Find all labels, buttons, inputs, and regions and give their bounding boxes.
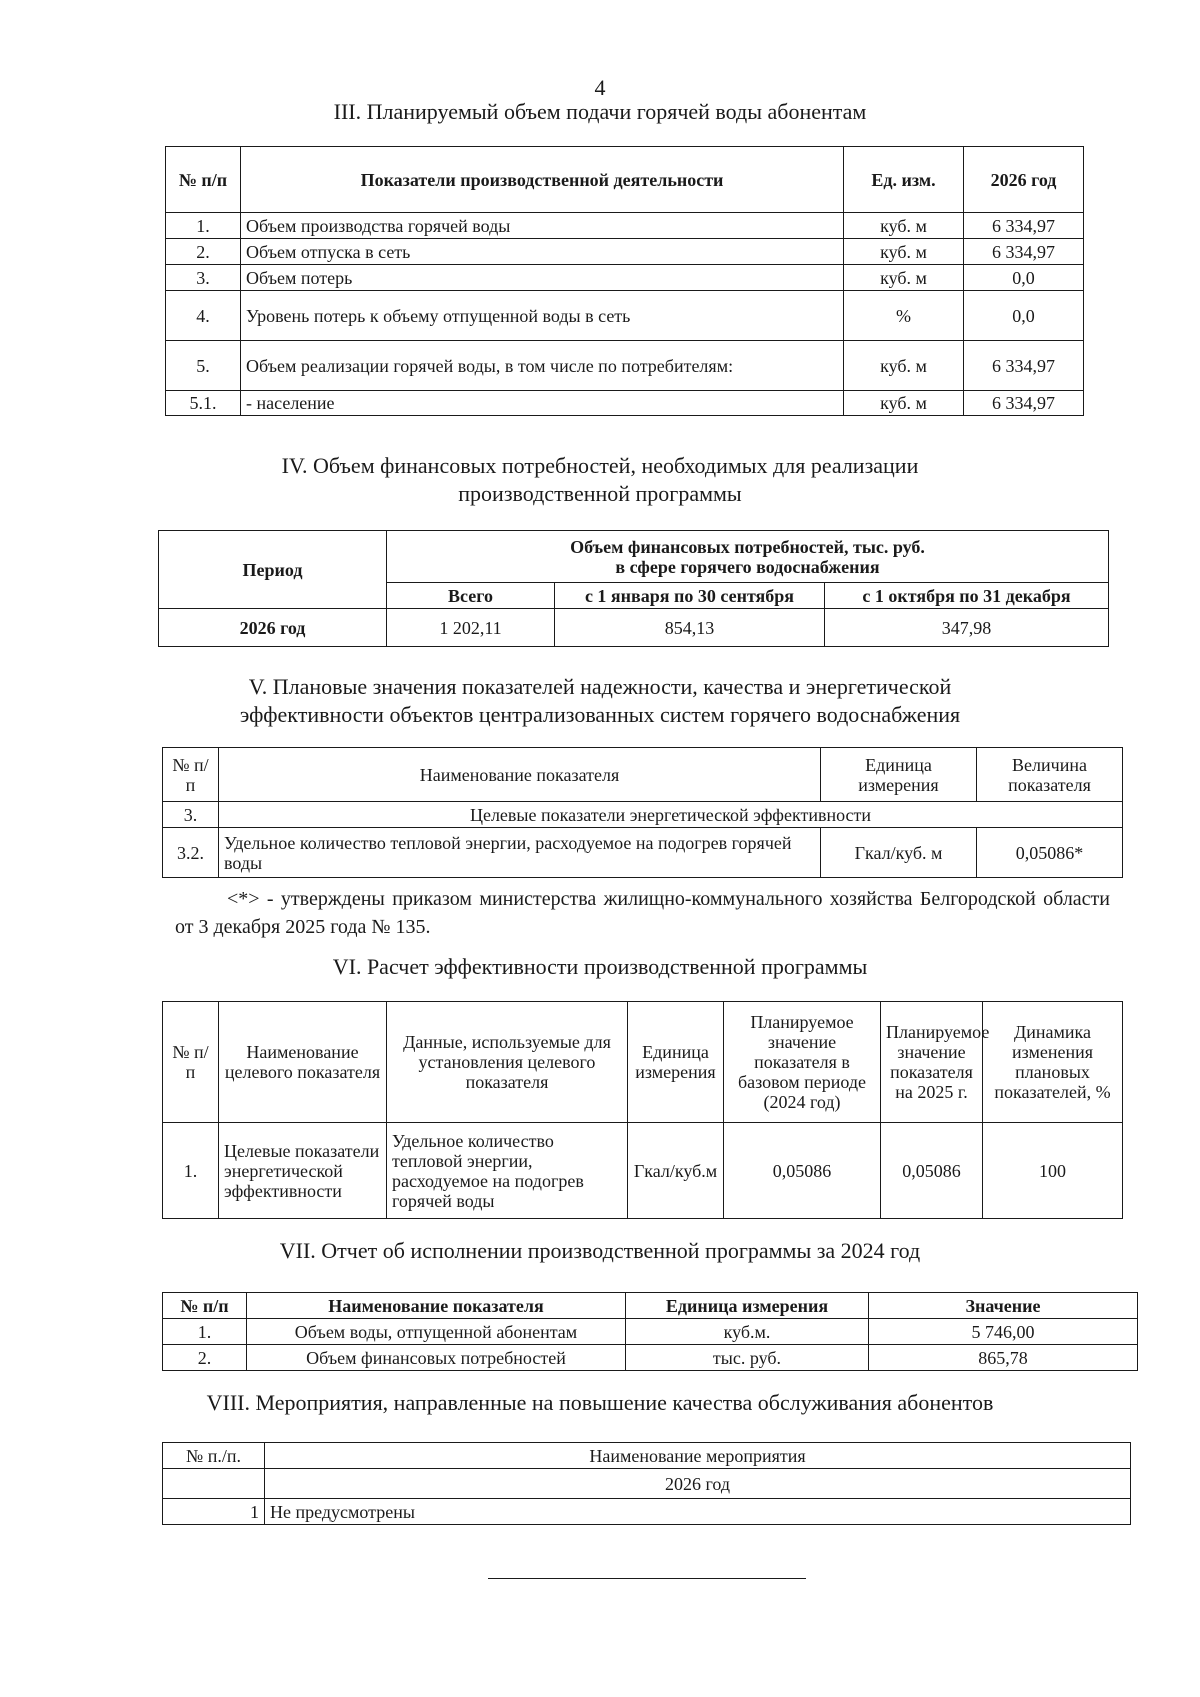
row-number: 1. xyxy=(163,1319,247,1345)
page-number: 4 xyxy=(594,75,606,100)
program-report-table xyxy=(162,1292,1138,1371)
header-unit: Ед. изм. xyxy=(844,147,964,213)
header-year: 2026 год xyxy=(964,147,1084,213)
header-financial-group-line-2: в сфере горячего водоснабжения xyxy=(615,556,880,577)
row-name: Объем потерь xyxy=(241,265,844,291)
header-measure-name: Наименование мероприятия xyxy=(265,1443,1131,1469)
table-row xyxy=(166,291,1084,341)
header-target-name: Наименование целевого показателя xyxy=(219,1002,387,1123)
section-4-title-line-1: IV. Объем финансовых потребностей, необходимых для реализации xyxy=(281,453,919,478)
hot-water-supply-table xyxy=(165,146,1084,416)
row-unit: куб. м xyxy=(844,341,964,391)
header-indicator-name: Наименование показателя xyxy=(219,748,821,802)
row-name: Уровень потерь к объему отпущенной воды в сеть xyxy=(241,291,844,341)
table-row xyxy=(166,213,1084,239)
row-unit: куб. м xyxy=(844,265,964,291)
row-value: 6 334,97 xyxy=(964,213,1084,239)
header-dynamics: Динамика изменения плановых показателей, % xyxy=(983,1002,1123,1123)
group-label: Целевые показатели энергетической эффективности xyxy=(219,802,1123,828)
row-number: 5.1. xyxy=(166,391,241,416)
header-number: № п/п xyxy=(166,147,241,213)
header-financial-group-line-1: Объем финансовых потребностей, тыс. руб. xyxy=(570,536,925,557)
header-value: Значение xyxy=(869,1293,1138,1319)
row-name: Не предусмотрены xyxy=(265,1499,1131,1525)
header-unit: Единица измерения xyxy=(626,1293,869,1319)
row-jan-sep: 854,13 xyxy=(555,609,825,647)
service-measures-table xyxy=(162,1442,1131,1525)
row-value: 5 746,00 xyxy=(869,1319,1138,1345)
row-unit: тыс. руб. xyxy=(626,1345,869,1371)
row-number: 4. xyxy=(166,291,241,341)
table-row xyxy=(166,239,1084,265)
header-number: № п/п xyxy=(163,748,219,802)
row-name: Объем производства горячей воды xyxy=(241,213,844,239)
section-5-title-line-2: эффективности объектов централизованных систем горячего водоснабжения xyxy=(239,702,961,727)
row-period: 2026 год xyxy=(159,609,387,647)
row-value: 6 334,97 xyxy=(964,239,1084,265)
year-row-spacer xyxy=(163,1469,265,1499)
row-value: 0,0 xyxy=(964,265,1084,291)
row-number: 1. xyxy=(163,1123,219,1219)
row-name: Объем воды, отпущенной абонентам xyxy=(247,1319,626,1345)
row-unit: куб. м xyxy=(844,391,964,416)
section-8-title: VIII. Мероприятия, направленные на повышение качества обслуживания абонентов xyxy=(206,1390,994,1415)
header-total: Всего xyxy=(387,583,555,609)
header-indicator: Показатели производственной деятельности xyxy=(241,147,844,213)
row-unit: куб. м xyxy=(844,239,964,265)
row-value: 0,0 xyxy=(964,291,1084,341)
section-5-title-line-1: V. Плановые значения показателей надежности, качества и энергетической xyxy=(248,674,952,699)
row-target-name: Целевые показатели энергетической эффективности xyxy=(219,1123,387,1219)
row-value: 6 334,97 xyxy=(964,341,1084,391)
row-number: 1 xyxy=(163,1499,265,1525)
row-plan-2025: 0,05086 xyxy=(881,1123,983,1219)
table-row xyxy=(163,828,1123,878)
table-row xyxy=(166,391,1084,416)
row-name: - население xyxy=(241,391,844,416)
header-jan-sep: с 1 января по 30 сентября xyxy=(555,583,825,609)
footnote-text: <*> - утверждены приказом министерства жилищно-коммунального хозяйства Белгородской области от 3 декабря 2025 года № 135. xyxy=(175,888,1110,938)
table-row xyxy=(163,1469,1131,1499)
row-dynamics: 100 xyxy=(983,1123,1123,1219)
row-unit: % xyxy=(844,291,964,341)
header-plan-2025: Планируемое значение показателя на 2025 г. xyxy=(881,1002,983,1123)
table-row xyxy=(159,609,1109,647)
table-row xyxy=(163,1319,1138,1345)
row-name: Объем отпуска в сеть xyxy=(241,239,844,265)
year-row-label: 2026 год xyxy=(265,1469,1131,1499)
row-oct-dec: 347,98 xyxy=(825,609,1109,647)
section-6-title: VI. Расчет эффективности производственной программы xyxy=(332,954,868,979)
header-number: № п/п xyxy=(163,1002,219,1123)
row-number: 2. xyxy=(163,1345,247,1371)
financial-needs-table xyxy=(158,530,1109,647)
table-row xyxy=(163,1123,1123,1219)
header-unit: Единица измерения xyxy=(628,1002,724,1123)
row-number: 1. xyxy=(166,213,241,239)
header-financial-group xyxy=(387,531,1109,583)
header-data-used: Данные, используемые для установления целевого показателя xyxy=(387,1002,628,1123)
header-period: Период xyxy=(159,531,387,609)
row-number: 2. xyxy=(166,239,241,265)
row-unit: куб.м. xyxy=(626,1319,869,1345)
row-value: 0,05086* xyxy=(977,828,1123,878)
row-data-used: Удельное количество тепловой энергии, расходуемое на подогрев горячей воды xyxy=(387,1123,628,1219)
table-row xyxy=(166,341,1084,391)
header-base-period: Планируемое значение показателя в базовом периоде (2024 год) xyxy=(724,1002,881,1123)
header-unit: Единица измерения xyxy=(821,748,977,802)
row-name: Объем финансовых потребностей xyxy=(247,1345,626,1371)
row-unit: Гкал/куб.м xyxy=(628,1123,724,1219)
row-value: 865,78 xyxy=(869,1345,1138,1371)
header-number: № п/п xyxy=(163,1293,247,1319)
row-name: Удельное количество тепловой энергии, расходуемое на подогрев горячей воды xyxy=(219,828,821,878)
reliability-indicators-table xyxy=(162,747,1123,878)
row-value: 6 334,97 xyxy=(964,391,1084,416)
section-7-title: VII. Отчет об исполнении производственной программы за 2024 год xyxy=(279,1238,921,1263)
table-row xyxy=(163,1345,1138,1371)
header-indicator-name: Наименование показателя xyxy=(247,1293,626,1319)
section-3-title: III. Планируемый объем подачи горячей воды абонентам xyxy=(333,99,867,124)
row-base-period: 0,05086 xyxy=(724,1123,881,1219)
row-number: 3.2. xyxy=(163,828,219,878)
signature-divider xyxy=(488,1578,806,1579)
header-oct-dec: с 1 октября по 31 декабря xyxy=(825,583,1109,609)
row-name: Объем реализации горячей воды, в том числе по потребителям: xyxy=(241,341,844,391)
table-row xyxy=(166,265,1084,291)
section-4-title-line-2: производственной программы xyxy=(458,481,742,506)
header-value: Величина показателя xyxy=(977,748,1123,802)
row-number: 5. xyxy=(166,341,241,391)
table-row xyxy=(163,802,1123,828)
table-row xyxy=(163,1499,1131,1525)
footnote xyxy=(175,885,1110,941)
row-total: 1 202,11 xyxy=(387,609,555,647)
header-number: № п./п. xyxy=(163,1443,265,1469)
efficiency-calculation-table xyxy=(162,1001,1123,1219)
row-unit: Гкал/куб. м xyxy=(821,828,977,878)
group-number: 3. xyxy=(163,802,219,828)
row-unit: куб. м xyxy=(844,213,964,239)
row-number: 3. xyxy=(166,265,241,291)
